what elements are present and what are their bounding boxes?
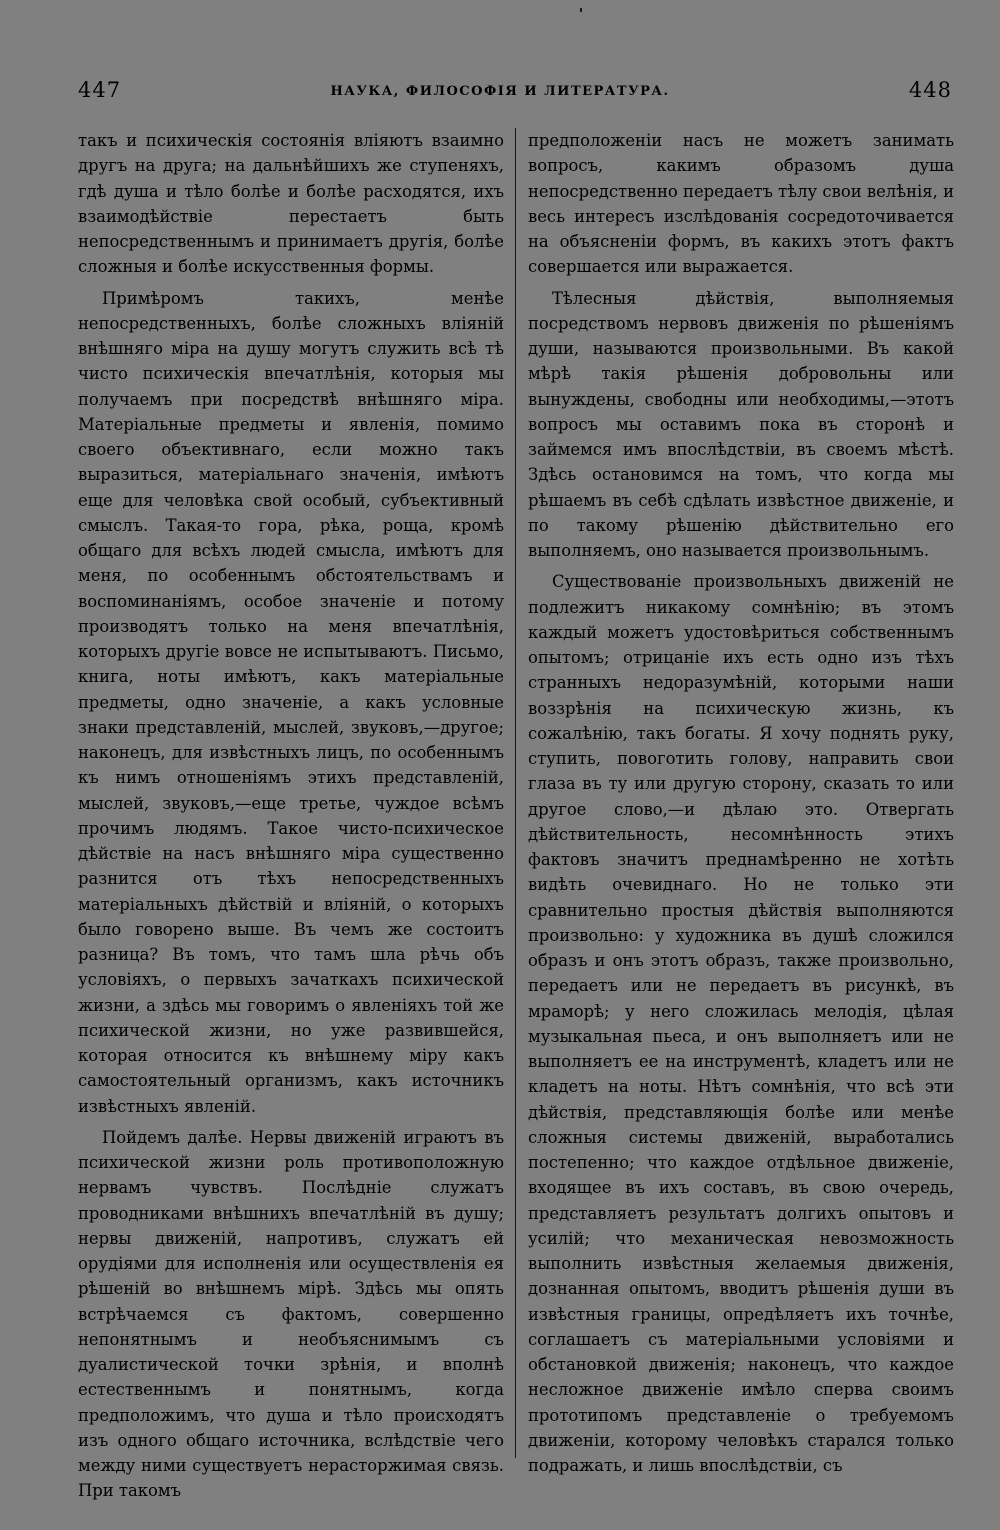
left-paragraph-3: Пойдемъ далѣе. Нервы движеній играютъ въ психической жизни роль противоположную нервамъ чувствъ. Послѣдніе служатъ проводниками внѣшнихъ впечатлѣній въ душу; нервы движеній, напротивъ, служатъ ей орудіями для исполненія или осуществленія ея рѣшеній во внѣшнемъ мірѣ. Здѣсь мы опять встрѣчаемся съ фактомъ, совершенно непонятнымъ и необъяснимымъ съ дуалистической точки зрѣнія, и вполнѣ естественнымъ и понятнымъ, когда предположимъ, что душа и тѣло происходятъ изъ одного общаго источника, вслѣдствіе чего между ними существуетъ нерасторжимая связь. При такомъ xyxy=(78,1127,504,1501)
page-header xyxy=(0,78,1000,108)
left-paragraph-2: Примѣромъ такихъ, менѣе непосредственныхъ, болѣе сложныхъ вліяній внѣшняго міра на душу могутъ служить всѣ тѣ чисто психическія впечатлѣнія, которыя мы получаемъ при посредствѣ внѣшняго міра. Матеріальные предметы и явленія, помимо своего объективнаго, если можно такъ выразиться, матеріальнаго значенія, имѣютъ еще для человѣка свой особый, субъективный смыслъ. Такая-то гора, рѣка, роща, кромѣ общаго для всѣхъ людей смысла, имѣютъ для меня, по особеннымъ обстоятельствамъ и воспоминаніямъ, особое значеніе и потому производятъ только на меня впечатлѣнія, которыхъ другіе вовсе не испытываютъ. Письмо, книга, ноты имѣютъ, какъ матеріальные предметы, одно значеніе, а какъ условные знаки представленій, мыслей, звуковъ,—другое; наконецъ, для извѣстныхъ лицъ, по особеннымъ къ нимъ отношеніямъ этихъ представленій, мыслей, звуковъ,—еще третье, чуждое всѣмъ прочимъ людямъ. Такое чисто-психическое дѣйствіе на насъ внѣшняго міра существенно разнится отъ тѣхъ непосредственныхъ матеріальныхъ дѣйствій и вліяній, о которыхъ было говорено выше. Въ чемъ же состоитъ разница? Въ томъ, что тамъ шла рѣчь объ условіяхъ, о первыхъ зачаткахъ психической жизни, а здѣсь мы говоримъ о явленіяхъ той же психической жизни, но уже развившейся, которая относится къ внѣшнему міру какъ самостоятельный организмъ, какъ источникъ извѣстныхъ явленій. xyxy=(78,288,504,1116)
right-page-number: 448 xyxy=(908,78,952,102)
print-mark xyxy=(580,8,582,12)
right-paragraph-3: Существованіе произвольныхъ движеній не подлежитъ никакому сомнѣнію; въ этомъ каждый можетъ удостовѣриться собственнымъ опытомъ; отрицаніе ихъ есть одно изъ тѣхъ странныхъ недоразумѣній, которыми наши воззрѣнія на психическую жизнь, къ сожалѣнію, такъ богаты. Я хочу поднять руку, ступить, повоготить голову, направить свои глаза въ ту или другую сторону, сказать то или другое слово,—и дѣлаю это. Отвергать дѣйствительность, несомнѣнность этихъ фактовъ значитъ преднамѣренно не хотѣть видѣть очевиднаго. Но не только эти сравнительно простыя дѣйствія выполняются произвольно: у художника въ душѣ сложился образъ и онъ этотъ образъ, также произвольно, передаетъ или не передаетъ въ рисункѣ, въ мраморѣ; у него сложилась мелодія, цѣлая музыкальная пьеса, и онъ выполняетъ или не выполняетъ ее на инструментѣ, кладетъ или не кладетъ на ноты. Нѣтъ сомнѣнія, что всѣ эти дѣйствія, представляющія болѣе или менѣе сложныя системы движеній, выработались постепенно; что каждое отдѣльное движеніе, входящее въ ихъ составъ, въ свою очередь, представляетъ результатъ долгихъ опытовъ и усилій; что механическая невозможность выполнить извѣстныя желаемыя движенія, дознанная опытомъ, вводитъ рѣшенія души въ извѣстныя границы, опредѣляетъ ихъ точнѣе, соглашаетъ съ матеріальными условіями и обстановкой движенія; наконецъ, что каждое несложное движеніе имѣло сперва своимъ прототипомъ представленіе о требуемомъ движеніи, которому человѣкъ старался только подражать, и лишь впослѣдствіи, съ xyxy=(528,572,954,1475)
right-paragraph-2: Тѣлесныя дѣйствія, выполняемыя посредствомъ нервовъ движенія по рѣшеніямъ души, называются произвольными. Въ какой мѣрѣ такія рѣшенія добровольны или вынуждены, свободны или необходимы,—этотъ вопросъ мы оставимъ пока въ сторонѣ и займемся имъ впослѣдствіи, въ своемъ мѣстѣ. Здѣсь остановимся на томъ, что когда мы рѣшаемъ въ себѣ сдѣлать извѣстное движеніе, и по такому рѣшенію дѣйствительно его выполняемъ, оно называется произвольнымъ. xyxy=(528,288,954,560)
left-paragraph-1: такъ и психическія состоянія вліяютъ взаимно другъ на друга; на дальнѣйшихъ же ступеняхъ, гдѣ душа и тѣло болѣе и болѣе расходятся, ихъ взаимодѣйствіе перестаетъ быть непосредственнымъ и принимаетъ другія, болѣе сложныя и болѣе искусственныя формы. xyxy=(78,131,504,277)
left-page-number: 447 xyxy=(78,78,122,102)
right-paragraph-1: предположеніи насъ не можетъ занимать вопросъ, какимъ образомъ душа непосредственно передаетъ тѣлу свои велѣнія, и весь интересъ изслѣдованія сосредоточивается на объясненіи формъ, въ какихъ этотъ фактъ совершается или выражается. xyxy=(528,131,954,277)
running-title: НАУКА, ФИЛОСОФІЯ И ЛИТЕРАТУРА. xyxy=(330,84,670,99)
right-column xyxy=(528,128,954,1478)
left-column xyxy=(78,128,504,1504)
column-divider xyxy=(515,128,516,1458)
